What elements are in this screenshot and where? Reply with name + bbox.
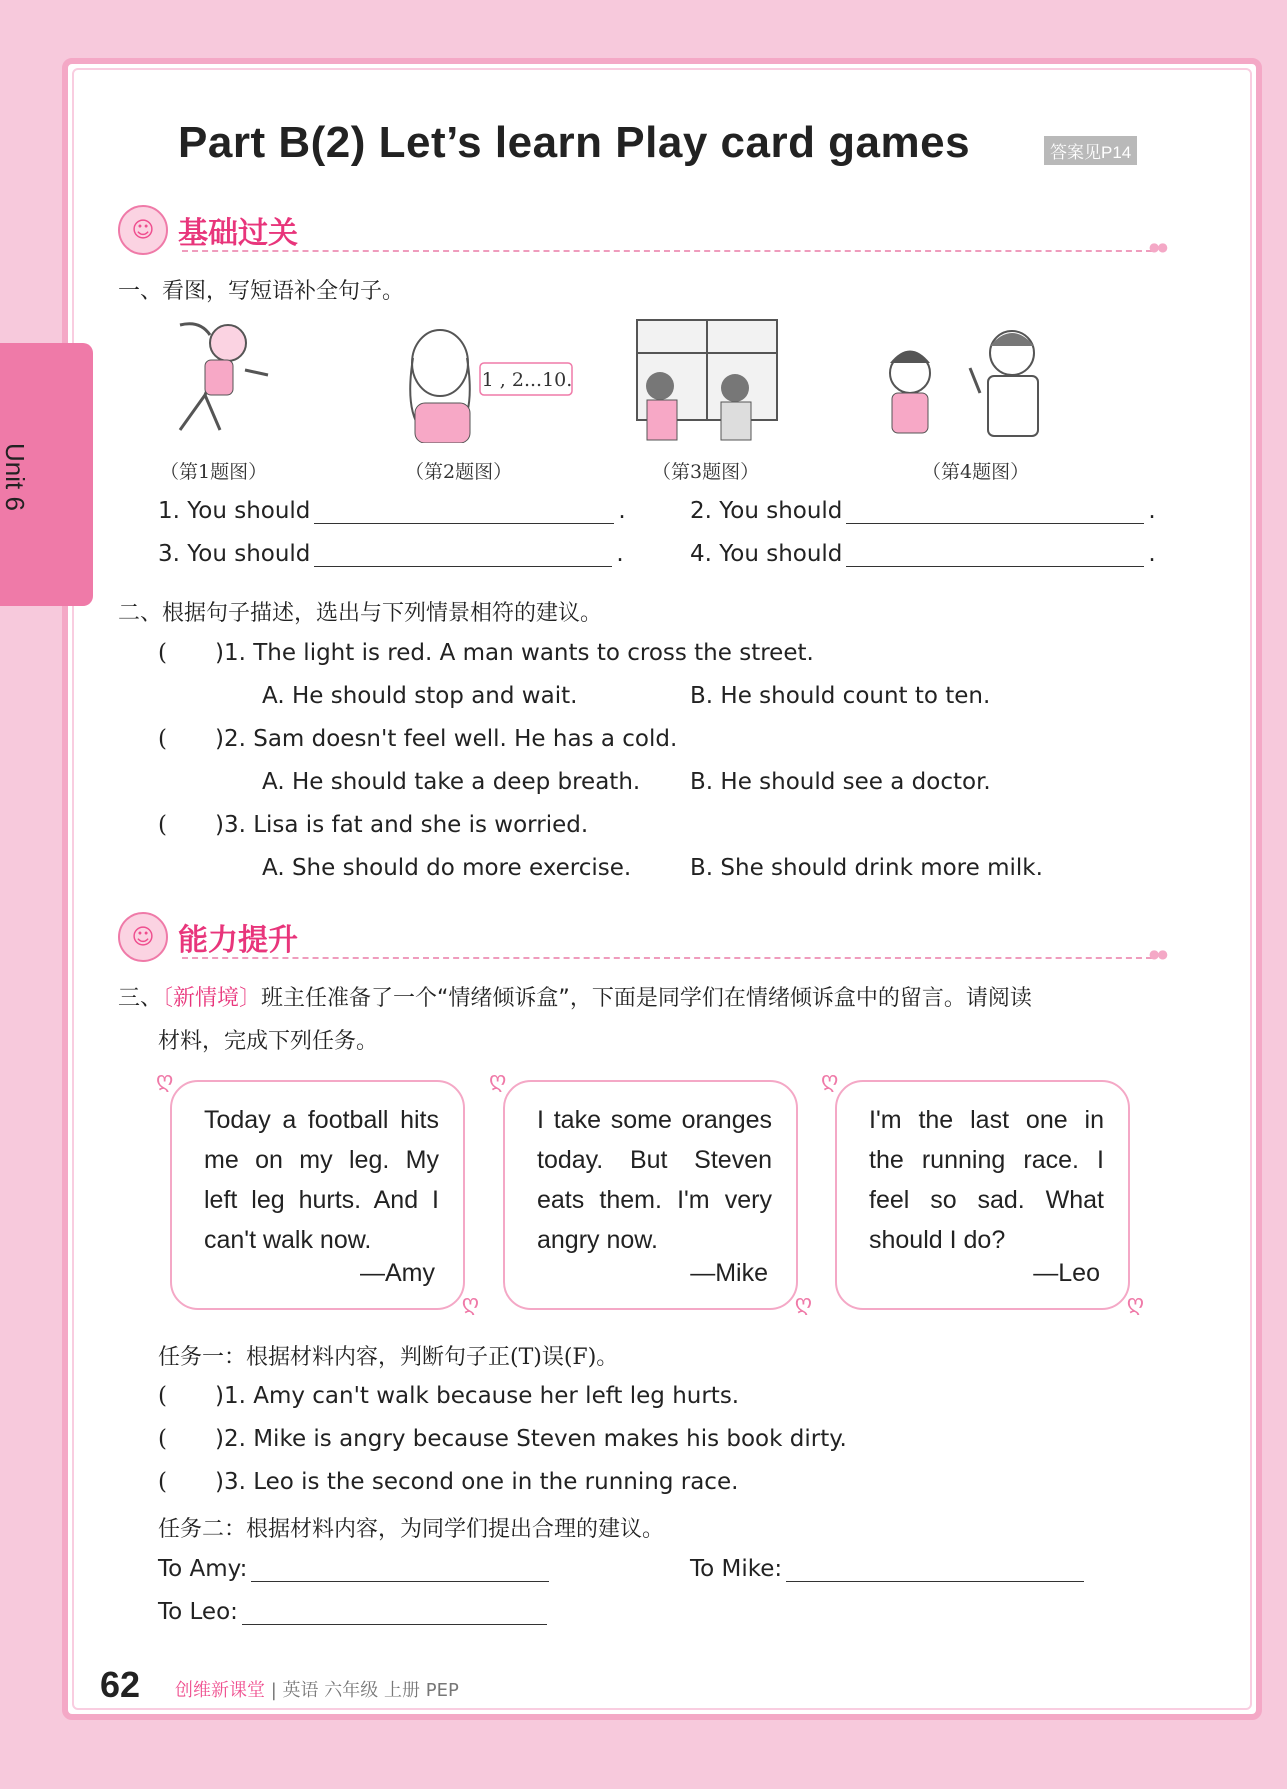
q1-line-2: 2. You should . [690, 498, 1156, 524]
q2-item-3: ( )3. Lisa is fat and she is worried. [158, 812, 589, 838]
swirl-icon: ღ [794, 1291, 812, 1316]
unit-label: Unit 6 [0, 443, 30, 511]
q2-item-3-option-a: A. She should do more exercise. [262, 855, 632, 881]
message-card-leo [821, 1068, 1144, 1316]
footer-info: 创维新课堂 | 英语 六年级 上册 PEP [175, 1680, 459, 1701]
q2-item-1-option-b: B. He should count to ten. [690, 683, 991, 709]
q1-line-1: 1. You should . [158, 498, 626, 524]
caption-3: （第3题图） [652, 461, 760, 483]
advice-mike: To Mike: [690, 1556, 1088, 1582]
page-number: 62 [100, 1664, 141, 1705]
fig2-counting-girl [395, 318, 580, 443]
message-text: Today a football hits me on my leg. My left leg hurts. And I can't walk now. [204, 1106, 439, 1254]
q2-item-2-option-a: A. He should take a deep breath. [262, 769, 641, 795]
caption-4: （第4题图） [922, 461, 1030, 483]
answer-blank-2[interactable] [846, 499, 1144, 524]
answer-blank-1[interactable] [314, 499, 614, 524]
page-title: Part B(2) Let’s learn Play card games [178, 118, 971, 167]
message-signature: —Leo [1033, 1259, 1100, 1287]
q2-item-3-option-b: B. She should drink more milk. [690, 855, 1043, 881]
q2-item-2-option-b: B. He should see a doctor. [690, 769, 991, 795]
task1-title: 任务一：根据材料内容，判断句子正(T)误(F)。 [158, 1345, 619, 1370]
section-divider [182, 250, 1152, 252]
fig1-stretching-girl [150, 315, 280, 440]
q2-item-1: ( )1. The light is red. A man wants to cross the street. [158, 640, 814, 666]
q2-item-2: ( )2. Sam doesn't feel well. He has a cold. [158, 726, 678, 752]
section-divider [182, 957, 1152, 959]
message-card-mike [489, 1068, 812, 1316]
advice-amy: To Amy: [158, 1556, 553, 1582]
caption-2: （第2题图） [405, 461, 513, 483]
unit-side-tab [0, 343, 93, 606]
answer-blank-4[interactable] [846, 542, 1144, 567]
fig4-boy-and-doctor [880, 318, 1060, 443]
new-context-tag: 〔新情境〕 [162, 986, 262, 1011]
caption-1: （第1题图） [160, 461, 268, 483]
swirl-icon: ღ [461, 1291, 479, 1316]
q1-line-4: 4. You should . [690, 541, 1156, 567]
speech-bubble-text: 1 , 2...10. [481, 369, 573, 391]
fig3-kids-at-window [635, 318, 780, 443]
task1-item-1: ( )1. Amy can't walk because her left leg hurts. [158, 1383, 740, 1409]
book-info: 英语 六年级 上册 PEP [282, 1680, 459, 1701]
swirl-icon: ღ [489, 1068, 507, 1093]
answer-reference-badge: 答案见P14 [1044, 136, 1137, 165]
swirl-icon: ღ [156, 1068, 174, 1093]
message-text: I take some oranges today. But Steven eats them. I'm very angry now. [537, 1106, 772, 1254]
brand-name: 创维新课堂 [175, 1680, 265, 1701]
advice-mike-blank[interactable] [786, 1557, 1084, 1582]
q3-instruction-line1: 三、〔新情境〕班主任准备了一个“情绪倾诉盒”，下面是同学们在情绪倾诉盒中的留言。请阅读 [118, 986, 1032, 1011]
q3-instruction-line2: 材料，完成下列任务。 [158, 1029, 379, 1054]
swirl-icon: ღ [821, 1068, 839, 1093]
q1-instruction: 一、看图，写短语补全句子。 [118, 279, 405, 304]
advice-amy-blank[interactable] [251, 1557, 549, 1582]
task2-title: 任务二：根据材料内容，为同学们提出合理的建议。 [158, 1517, 665, 1542]
advice-leo-blank[interactable] [242, 1600, 547, 1625]
q2-item-1-option-a: A. He should stop and wait. [262, 683, 578, 709]
task1-item-2: ( )2. Mike is angry because Steven makes his book dirty. [158, 1426, 847, 1452]
teacher-avatar-icon: ☺ [118, 205, 168, 255]
message-card-amy [156, 1068, 479, 1316]
message-signature: —Mike [690, 1259, 768, 1287]
message-text: I'm the last one in the running race. I feel so sad. What should I do? [869, 1106, 1104, 1254]
advice-leo: To Leo: [158, 1599, 551, 1625]
section-heading-advanced [118, 912, 298, 962]
section-title: 能力提升 [178, 923, 298, 958]
swirl-icon: ღ [1126, 1291, 1144, 1316]
task1-item-3: ( )3. Leo is the second one in the running race. [158, 1469, 739, 1495]
q2-instruction: 二、根据句子描述，选出与下列情景相符的建议。 [118, 601, 603, 626]
section-title: 基础过关 [178, 216, 298, 251]
q1-line-3: 3. You should . [158, 541, 624, 567]
answer-blank-3[interactable] [314, 542, 612, 567]
section-heading-basic [118, 205, 298, 255]
message-signature: —Amy [360, 1259, 435, 1287]
teacher-avatar-icon: ☺ [118, 912, 168, 962]
